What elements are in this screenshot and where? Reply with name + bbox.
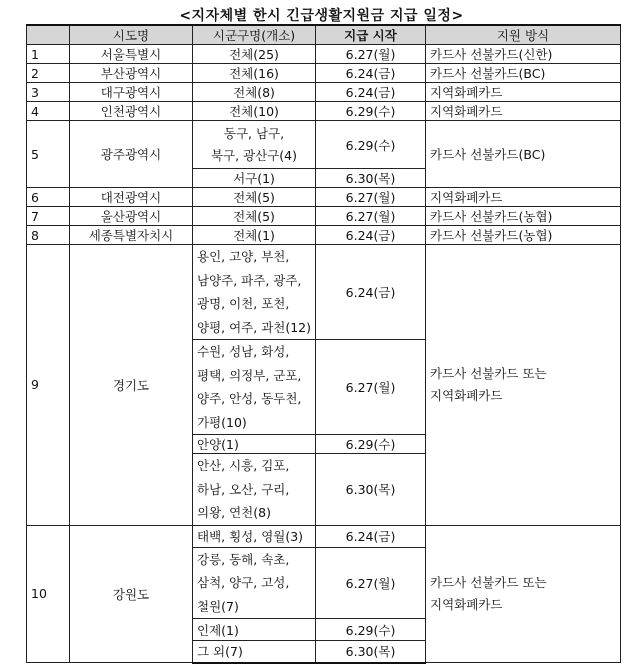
method-cell [426,245,621,526]
start-date-cell: 6.27(월) [316,207,426,226]
table-row [27,45,621,64]
province-cell: 대구광역시 [70,83,193,102]
district-cell: 안양(1) [193,435,316,454]
district-cell: 태백, 횡성, 영월(3) [193,525,316,547]
district-line: 광명, 이천, 포천, [197,296,290,311]
district-cell: 서구(1) [193,169,316,188]
start-date-cell: 6.30(목) [316,454,426,526]
district-cell: 전체(1) [193,226,316,245]
start-date-cell: 6.29(수) [316,619,426,641]
table-row [27,64,621,83]
province-cell: 강원도 [70,525,193,663]
province-cell: 부산광역시 [70,64,193,83]
district-line: 삼척, 양구, 고성, [197,575,290,590]
district-cell: 전체(8) [193,83,316,102]
district-cell: 그 외(7) [193,641,316,663]
header-start-date: 지급 시작 [316,25,426,45]
method-cell: 카드사 선불카드(농협) [426,207,621,226]
method-cell: 카드사 선불카드(BC) [426,121,621,188]
province-cell: 대전광역시 [70,188,193,207]
header-province: 시도명 [70,25,193,45]
method-cell: 카드사 선불카드(신한) [426,45,621,64]
table-row [27,226,621,245]
district-cell [193,121,316,169]
row-number: 8 [27,226,70,245]
row-number: 7 [27,207,70,226]
start-date-cell: 6.29(수) [316,121,426,169]
table-row [27,245,621,340]
table-row [27,525,621,547]
method-line: 카드사 선불카드 또는 [430,574,547,590]
row-number: 4 [27,102,70,121]
method-cell: 지역화폐카드 [426,83,621,102]
district-line: 동구, 남구, [223,125,285,141]
start-date-cell: 6.27(월) [316,188,426,207]
table-row [27,188,621,207]
schedule-table [26,24,621,664]
district-line: 양주, 안성, 동두천, [197,391,302,406]
method-cell [426,525,621,663]
page-title: <지자체별 한시 긴급생활지원금 지급 일정> [179,8,464,24]
row-number: 10 [27,525,70,663]
district-line: 북구, 광산구(4) [210,147,298,163]
start-date-cell: 6.29(수) [316,435,426,454]
table-row [27,207,621,226]
district-cell: 전체(10) [193,102,316,121]
start-date-cell: 6.29(수) [316,102,426,121]
method-cell: 지역화폐카드 [426,102,621,121]
method-cell: 지역화폐카드 [426,188,621,207]
start-date-cell: 6.24(금) [316,83,426,102]
start-date-cell: 6.30(목) [316,641,426,663]
method-cell: 카드사 선불카드(BC) [426,64,621,83]
province-cell: 경기도 [70,245,193,526]
header-method: 지원 방식 [426,25,621,45]
district-line: 가평(10) [197,414,247,430]
district-line: 용인, 고양, 부천, [197,249,290,264]
start-date-cell: 6.27(월) [316,547,426,619]
row-number: 6 [27,188,70,207]
header-row [27,25,621,45]
method-line: 지역화폐카드 [430,387,503,403]
header-district: 시군구명(개소) [193,25,316,45]
district-line: 양평, 여주, 과천(12) [197,319,312,335]
start-date-cell: 6.27(월) [316,340,426,435]
district-cell [193,245,316,340]
district-cell [193,340,316,435]
district-cell: 전체(5) [193,207,316,226]
method-line: 카드사 선불카드 또는 [430,365,547,381]
district-line: 의왕, 연천(8) [197,505,271,520]
row-number: 3 [27,83,70,102]
district-cell: 전체(5) [193,188,316,207]
district-line: 강릉, 동해, 속초, [197,551,290,567]
header-no [27,25,70,45]
row-number: 1 [27,45,70,64]
district-cell [193,454,316,526]
start-date-cell: 6.30(목) [316,169,426,188]
method-line: 지역화폐카드 [430,596,503,612]
start-date-cell: 6.27(월) [316,45,426,64]
district-line: 하남, 오산, 구리, [197,481,290,497]
row-number: 2 [27,64,70,83]
table-row [27,102,621,121]
row-number: 9 [27,245,70,526]
district-line: 철원(7) [197,598,239,614]
start-date-cell: 6.24(금) [316,245,426,340]
start-date-cell: 6.24(금) [316,64,426,83]
province-cell: 울산광역시 [70,207,193,226]
province-cell: 인천광역시 [70,102,193,121]
district-cell: 인제(1) [193,619,316,641]
start-date-cell: 6.24(금) [316,226,426,245]
table-row [27,121,621,169]
start-date-cell: 6.24(금) [316,525,426,547]
district-line: 평택, 의정부, 군포, [197,367,302,383]
province-cell: 광주광역시 [70,121,193,188]
district-cell: 전체(25) [193,45,316,64]
province-cell: 서울특별시 [70,45,193,64]
district-line: 수원, 성남, 화성, [197,344,290,359]
method-cell: 카드사 선불카드(농협) [426,226,621,245]
table-row [27,83,621,102]
district-cell: 전체(16) [193,64,316,83]
district-line: 안산, 시흥, 김포, [197,458,290,473]
province-cell: 세종특별자치시 [70,226,193,245]
district-cell [193,547,316,619]
row-number: 5 [27,121,70,188]
district-line: 남양주, 파주, 광주, [197,272,302,288]
